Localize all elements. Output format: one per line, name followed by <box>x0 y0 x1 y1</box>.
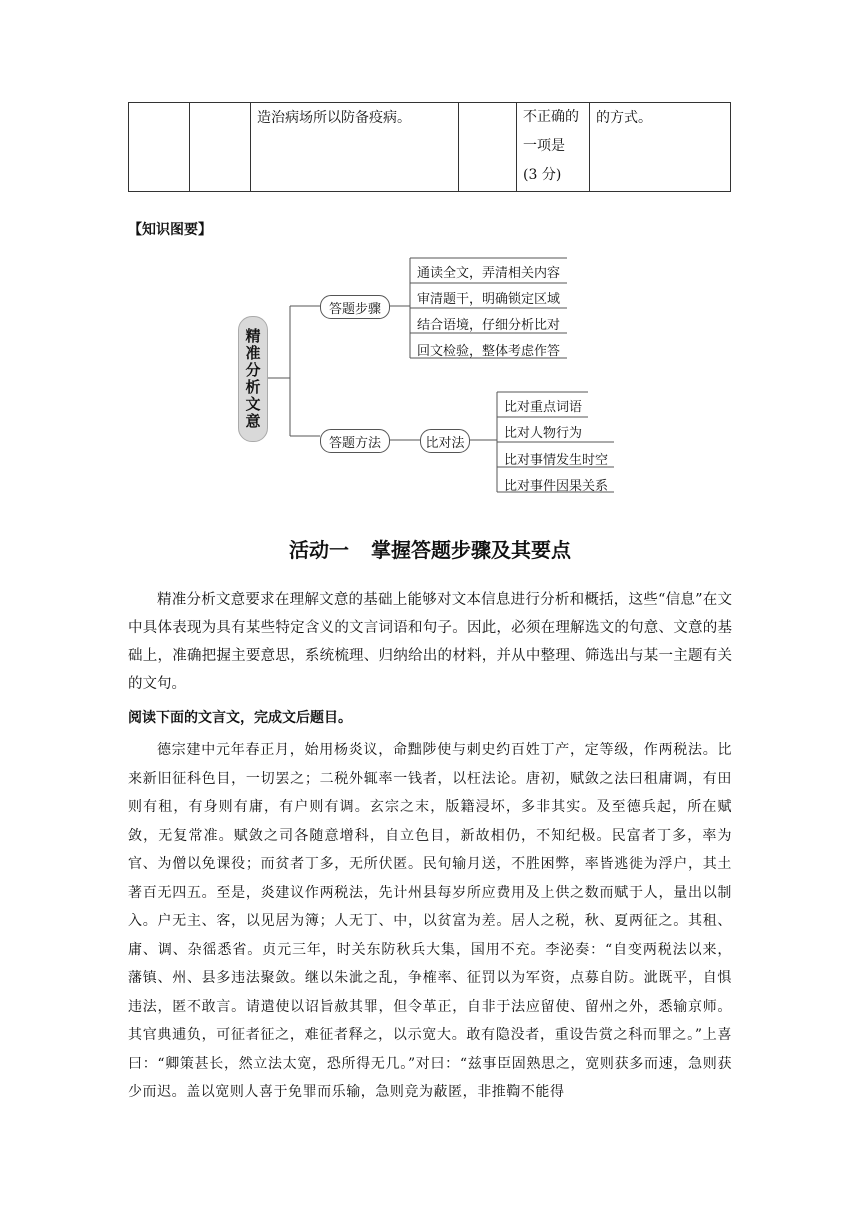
mind-map-root: 精准分析文意 <box>238 316 268 442</box>
method-compare: 比对法 <box>420 429 470 453</box>
cell-text: 的方式。 <box>596 110 652 126</box>
activity-heading <box>0 534 860 563</box>
section-label: 【知识图要】 <box>128 222 212 238</box>
branch-methods: 答题方法 <box>320 429 390 453</box>
method-item: 比对事件因果关系 <box>504 479 609 494</box>
heading-number: 活动一 <box>289 538 349 562</box>
step-item: 回文检验，整体考虑作答 <box>417 344 561 359</box>
cell-line: 不正确的 <box>523 109 579 125</box>
classical-passage: 德宗建中元年春正月，始用杨炎议，命黜陟使与刺史约百姓丁产，定等级，作两税法。比来新旧征科色目，一切罢之；二税外辄率一钱者，以枉法论。唐初，赋敛之法曰租庸调，有田则有租，有身则有庸，有户则有调。玄宗之末，版籍浸坏，多非其实。及至德兵起，所在赋敛，无复常准。赋敛之司各随意增科，自立色目，新故相仍，不知纪极。民富者丁多，率为官、为僧以免课役；而贫者丁多，无所伏匿。民旬输月送，不胜困弊，率皆逃徙为浮户，其土著百无四五。至是，炎建议作两税法，先计州县每岁所应费用及上供之数而赋于人，量出以制入。户无主、客，以见居为簿；人无丁、中，以贫富为差。居人之税，秋、夏两征之。其租、庸、调、杂徭悉省。贞元三年，时关东防秋兵大集，国用不充。李泌奏：“自变两税法以来，藩镇、州、县多违法聚敛。继以朱泚之乱，争榷率、征罚以为军资，点募自防。泚既平，自惧违法，匿不敢言。请遣使以诏旨赦其罪，但令革正，自非于法应留使、留州之外，悉输京师。其官典逋负，可征者征之，难征者释之，以示宽大。敢有隐没者，重设告赏之科而罪之。”上喜曰：“卿策甚长，然立法太宽，恐所得无几。”对曰：“兹事臣固熟思之，宽则获多而速，急则获少而迟。盖以宽则人喜于免罪而乐输，急则竞为蔽匿，非推鞫不能得 <box>128 742 732 1100</box>
cell-text: 造治病场所以防备疫病。 <box>257 110 411 126</box>
method-item: 比对人物行为 <box>504 426 583 441</box>
instruction: 阅读下面的文言文，完成文后题目。 <box>128 710 352 726</box>
cell-line: (3 分) <box>523 167 562 183</box>
heading-text: 掌握答题步骤及其要点 <box>371 538 571 562</box>
mind-map <box>0 0 860 520</box>
intro-paragraph: 精准分析文意要求在理解文意的基础上能够对文本信息进行分析和概括，这些“信息”在文中具体表现为具有某些特定含义的文言词语和句子。因此，必须在理解选文的句意、文意的基础上，准确把握主要意思，系统梳理、归纳给出的材料，并从中整理、筛选出与某一主题有关的文句。 <box>128 592 732 692</box>
cell-line: 一项是 <box>523 138 565 154</box>
method-item: 比对重点词语 <box>504 400 583 415</box>
step-item: 结合语境，仔细分析比对 <box>417 318 561 333</box>
step-item: 审清题干，明确锁定区域 <box>417 292 561 307</box>
step-item: 通读全文，弄清相关内容 <box>417 266 561 281</box>
method-item: 比对事情发生时空 <box>504 453 609 468</box>
branch-steps: 答题步骤 <box>320 295 390 319</box>
